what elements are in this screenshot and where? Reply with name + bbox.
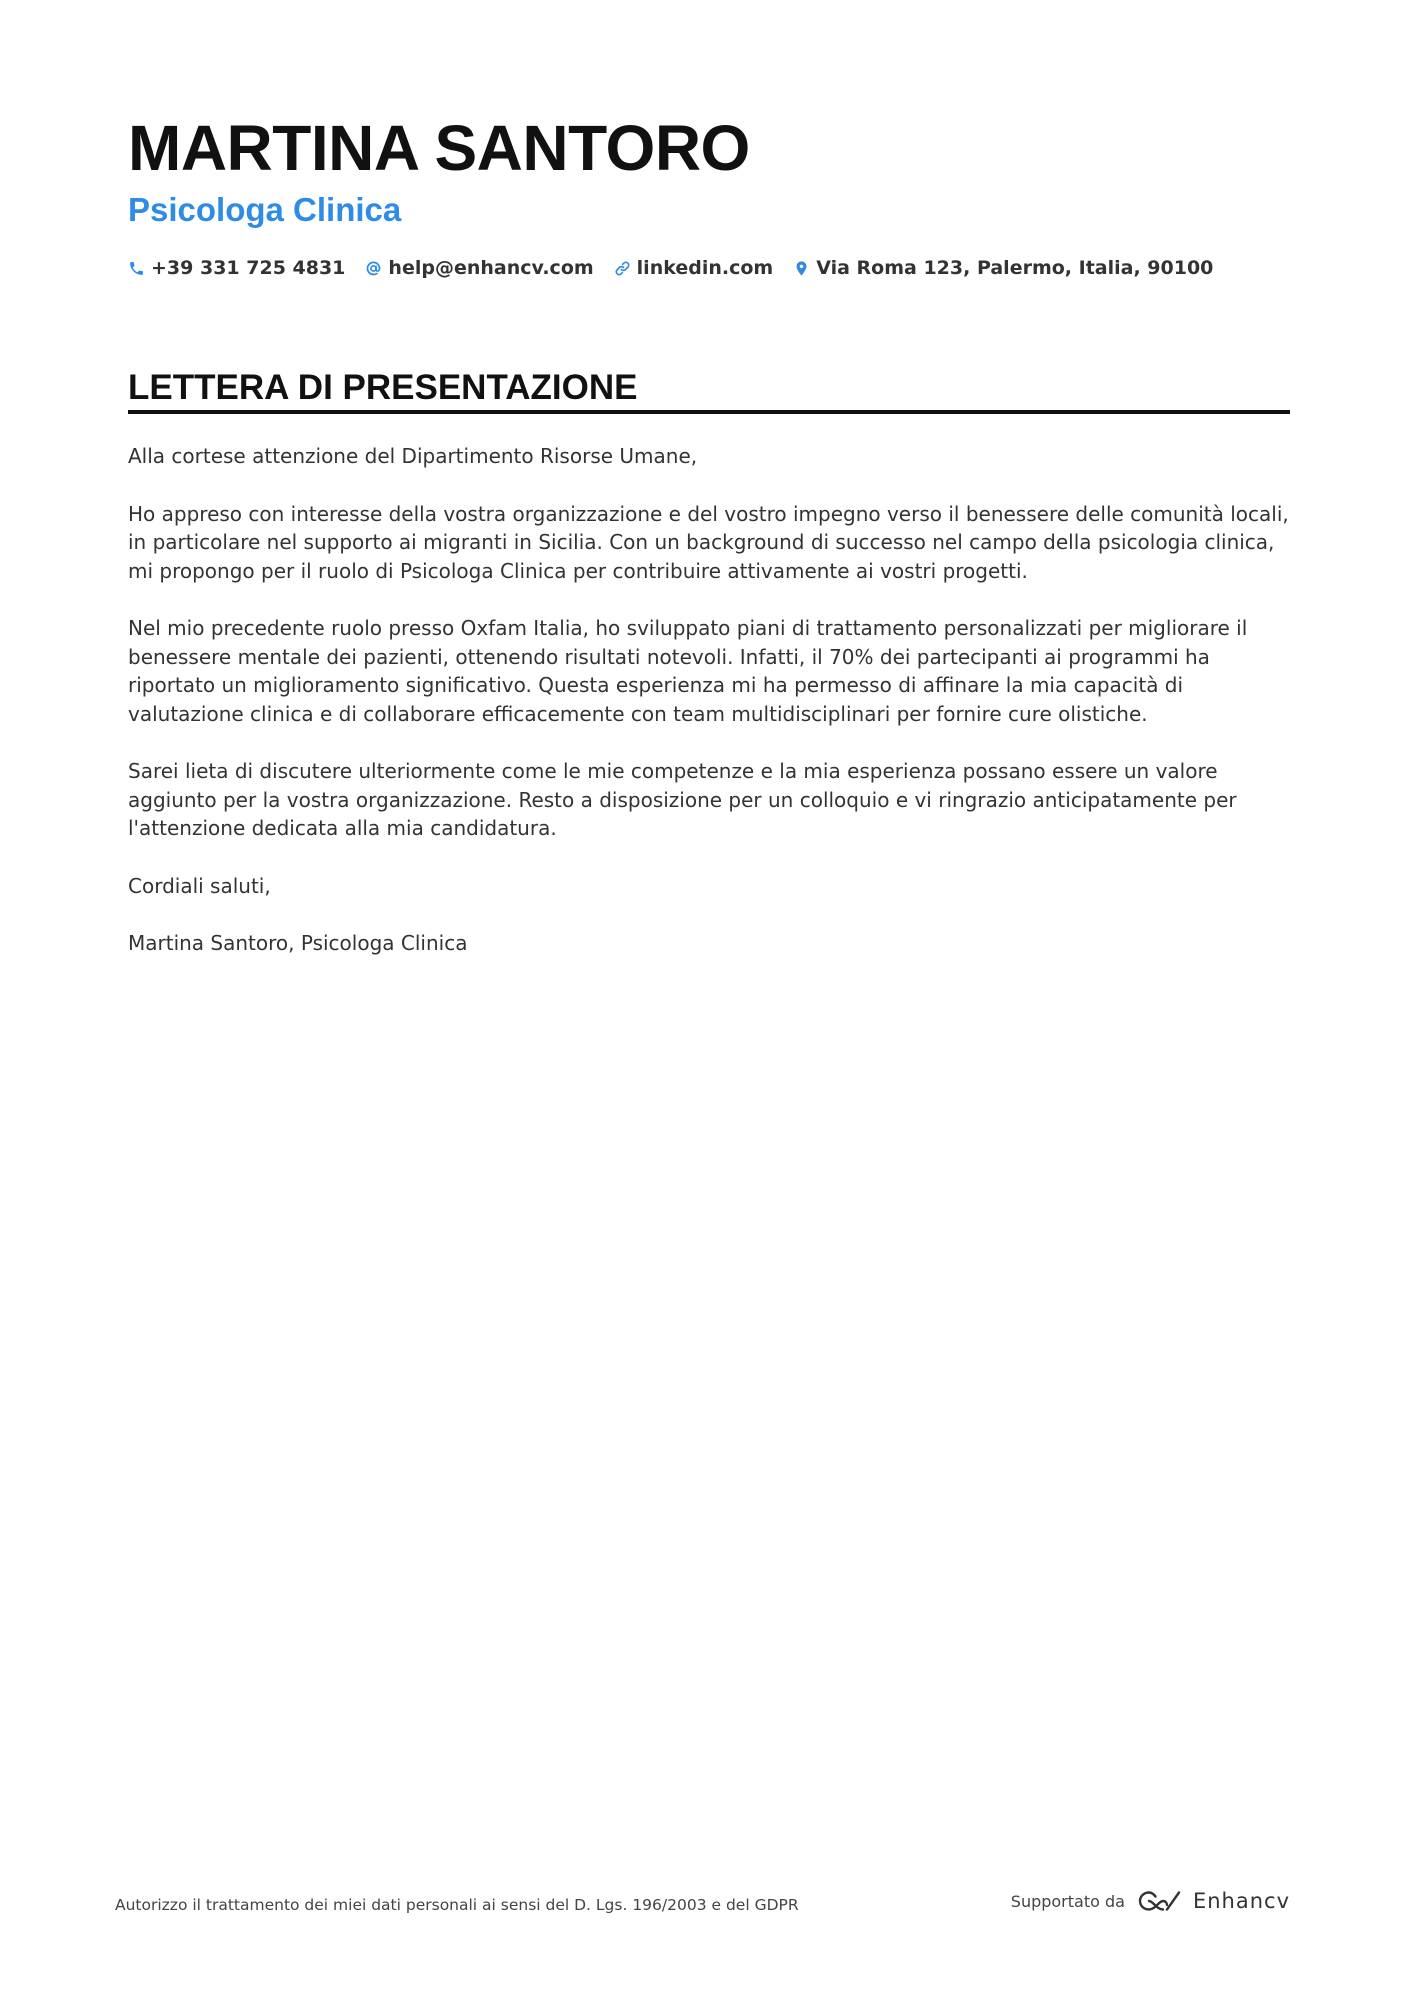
candidate-name: MARTINA SANTORO [128, 112, 750, 184]
contact-address [793, 254, 1213, 282]
letter-body [128, 442, 1292, 987]
enhancv-logo[interactable] [1137, 1888, 1290, 1914]
letter-paragraph: Nel mio precedente ruolo presso Oxfam Italia, ho sviluppato piani di trattamento personalizzati per migliorare il benessere mentale dei pazienti, ottenendo risultati notevoli. Infatti, il 70% dei partecipanti ai programmi ha riportato un miglioramento significativo. Questa esperienza mi ha permesso di affinare la mia capacità di valutazione clinica e di collaborare efficacemente con team multidisciplinari per fornire cure olistiche. [128, 616, 1248, 726]
enhancv-brand-name: Enhancv [1192, 1889, 1290, 1913]
contact-email[interactable] [365, 254, 593, 282]
letter-signature: Martina Santoro, Psicologa Clinica [128, 931, 468, 955]
phone-icon [128, 260, 145, 277]
privacy-consent-note: Autorizzo il trattamento dei miei dati personali ai sensi del D. Lgs. 196/2003 e del GDPR [115, 1896, 799, 1914]
powered-by [1011, 1888, 1290, 1914]
contact-linkedin[interactable] [614, 254, 774, 282]
candidate-role: Psicologa Clinica [128, 191, 402, 228]
letter-paragraph: Sarei lieta di discutere ulteriormente come le mie competenze e la mia esperienza possano essere un valore aggiunto per la vostra organizzazione. Resto a disposizione per un colloquio e vi ringrazio anticipatamente per l'attenzione dedicata alla mia candidatura. [128, 759, 1237, 840]
contact-address-text: Via Roma 123, Palermo, Italia, 90100 [816, 257, 1214, 279]
contact-email-text: help@enhancv.com [388, 257, 594, 279]
powered-by-label: Supportato da [1010, 1891, 1125, 1911]
contact-linkedin-text: linkedin.com [636, 257, 774, 279]
enhancv-logo-icon [1137, 1888, 1183, 1914]
section-title: LETTERA DI PRESENTAZIONE [128, 368, 638, 407]
contact-bar [128, 254, 1213, 282]
contact-phone-text: +39 331 725 4831 [151, 257, 346, 279]
letter-salutation: Alla cortese attenzione del Dipartimento Risorse Umane, [128, 444, 698, 468]
contact-phone[interactable] [128, 254, 345, 282]
link-icon [614, 260, 631, 277]
section-divider [128, 410, 1290, 414]
at-icon [365, 260, 382, 277]
location-pin-icon [793, 260, 810, 277]
letter-closing: Cordiali saluti, [128, 873, 271, 898]
letter-paragraph: Ho appreso con interesse della vostra organizzazione e del vostro impegno verso il benessere delle comunità locali, in particolare nel supporto ai migranti in Sicilia. Con un background di successo nel campo della psicologia clinica, mi propongo per il ruolo di Psicologa Clinica per contribuire attivamente ai vostri progetti. [128, 501, 1289, 583]
